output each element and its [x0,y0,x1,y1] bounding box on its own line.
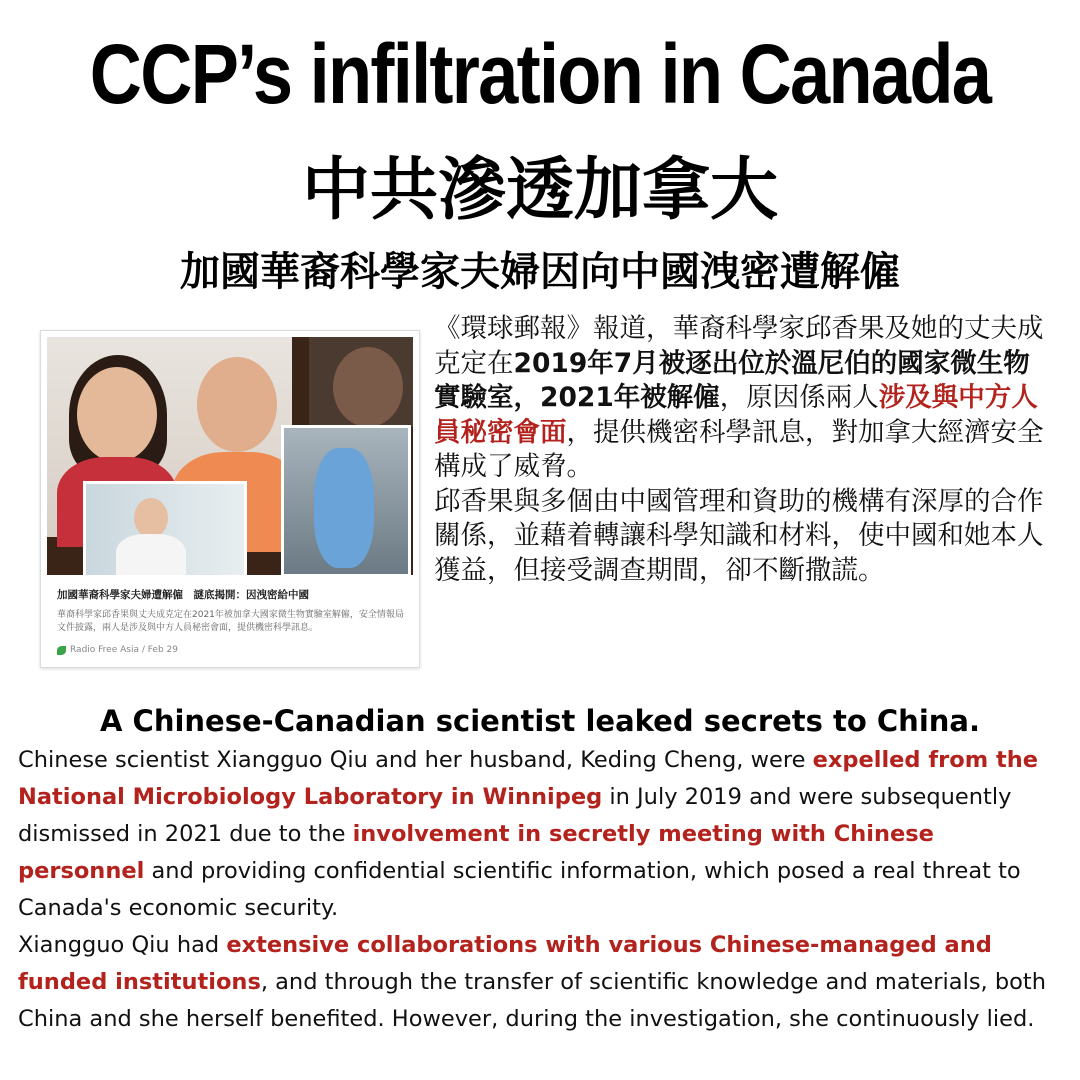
photo-man-face [197,357,277,452]
lab-scientist-coat [116,534,186,575]
english-paragraph-1 [18,742,1068,927]
english-body-text [18,742,1068,1038]
en-text: in July 2019 and were subsequently dismissed in 2021 due to the [18,784,1012,847]
en-highlight-text: involvement in secretly meeting with Chinese personnel [18,821,934,884]
english-heading: A Chinese-Canadian scientist leaked secrets to China. [100,704,980,738]
protective-suit-photo [281,425,411,575]
title-english: CCP’s infiltration in Canada [89,27,991,121]
card-source [57,645,178,655]
card-headline[interactable]: 加國華裔科學家夫婦遭解僱 謎底揭開：因洩密給中國 [57,589,309,601]
chinese-paragraph-2: 邱香果與多個由中國管理和資助的機構有深厚的合作關係，並藉着轉讓科學知識和材料，使中國和她本人獲益，但接受調查期間，卻不斷撒謊。 [434,485,1044,586]
zh-bold-text: 2019年7月被逐出位於溫尼伯的國家微生物實驗室，2021年被解僱 [434,347,1030,413]
en-highlight-text: expelled from the National Microbiology Laboratory in Winnipeg [18,747,1039,810]
en-text: and providing confidential scientific information, which posed a real threat to Canada's economic security. [18,858,1021,921]
news-photo-collage [47,337,413,575]
en-text: , and through the transfer of scientific knowledge and materials, both China and she herself benefited. However, during the investigation, she continuously lied. [18,969,1046,1032]
zh-text: ，原因係兩人 [719,382,879,413]
lab-scientist-face [134,498,168,538]
chinese-paragraph-1 [434,312,1050,485]
leaf-icon [57,646,66,655]
card-snippet: 華裔科學家邱香果與丈夫成克定在2021年被加拿大國家微生物實驗室解僱，安全情報局文件披露，兩人是涉及與中方人員秘密會面，提供機密科學訊息。 [57,610,404,633]
zh-text: ，提供機密科學訊息，對加拿大經濟安全構成了威脅。 [434,416,1044,482]
subtitle-chinese: 加國華裔科學家夫婦因向中國洩密遭解僱 [180,249,900,295]
background-portrait [309,337,413,427]
zh-highlight-text: 涉及與中方人員秘密會面 [434,382,1038,448]
zh-text: 《環球郵報》報道，華裔科學家邱香果及她的丈夫成克定在 [434,313,1044,379]
en-text: Chinese scientist Xiangguo Qiu and her husband, Keding Cheng, were [18,747,813,773]
news-article-card[interactable] [40,330,420,668]
chinese-body-text [434,312,1050,588]
card-source-label: Radio Free Asia / Feb 29 [70,645,178,655]
en-highlight-text: extensive collaborations with various Chinese-managed and funded institutions [18,932,992,995]
english-paragraph-2 [18,927,1068,1038]
photo-woman-face [77,367,157,462]
protective-suit-figure [314,448,374,568]
en-text: Xiangguo Qiu had [18,932,227,958]
lab-photo [83,481,247,575]
background-portrait-face [333,347,403,427]
title-chinese: 中共滲透加拿大 [301,151,778,230]
